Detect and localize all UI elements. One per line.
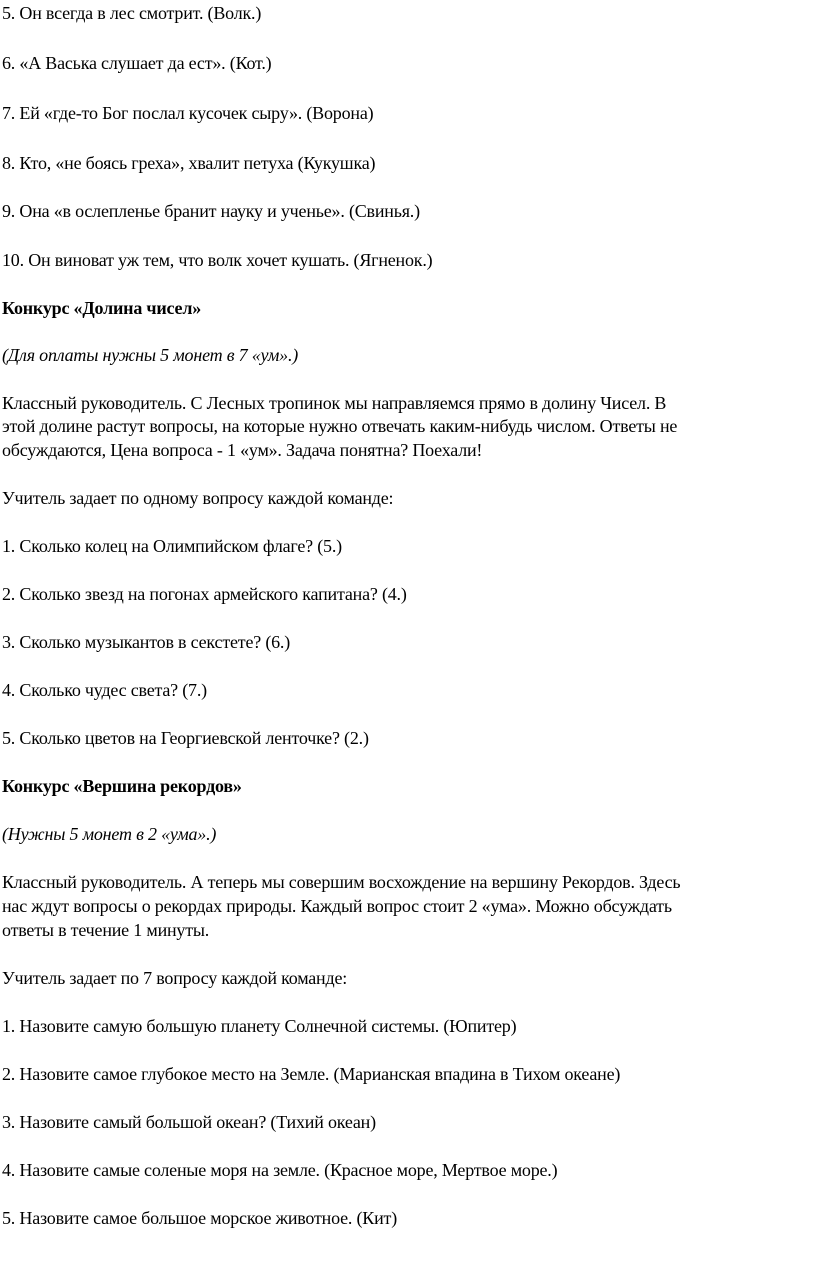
teacher-intro-records-line-3: ответы в течение 1 минуты. xyxy=(2,920,210,940)
teacher-intro-records-line-1: Классный руководитель. А теперь мы совершим восхождение на вершину Рекордов. Здесь xyxy=(2,872,681,892)
teacher-intro-records-line-2: нас ждут вопросы о рекордах природы. Каждый вопрос стоит 2 «ума». Можно обсуждать xyxy=(2,896,672,916)
records-question-5: 5. Назовите самое большое морское животное. (Кит) xyxy=(2,1208,397,1228)
records-question-4: 4. Назовите самые соленые моря на земле. (Красное море, Мертвое море.) xyxy=(2,1160,558,1180)
riddle-8: 8. Кто, «не боясь греха», хвалит петуха (Кукушка) xyxy=(2,153,376,173)
numbers-question-4: 4. Сколько чудес света? (7.) xyxy=(2,680,207,700)
numbers-question-3: 3. Сколько музыкантов в секстете? (6.) xyxy=(2,632,291,652)
teacher-intro-numbers-line-2: этой долине растут вопросы, на которые нужно отвечать каким-нибудь числом. Ответы не xyxy=(2,416,678,436)
numbers-question-5: 5. Сколько цветов на Георгиевской ленточке? (2.) xyxy=(2,728,369,748)
records-question-3: 3. Назовите самый большой океан? (Тихий океан) xyxy=(2,1112,376,1132)
teacher-instruction-records: Учитель задает по 7 вопросу каждой команде: xyxy=(2,968,348,988)
riddle-10: 10. Он виноват уж тем, что волк хочет кушать. (Ягненок.) xyxy=(2,250,433,270)
section-heading-numbers: Конкурс «Долина чисел» xyxy=(2,298,202,318)
teacher-instruction-numbers: Учитель задает по одному вопросу каждой команде: xyxy=(2,488,394,508)
teacher-intro-numbers-line-3: обсуждаются, Цена вопроса - 1 «ум». Задача понятна? Поехали! xyxy=(2,440,483,460)
section-note-records: (Нужны 5 монет в 2 «ума».) xyxy=(2,824,217,844)
riddle-5: 5. Он всегда в лес смотрит. (Волк.) xyxy=(2,3,262,23)
teacher-intro-numbers-line-1: Классный руководитель. С Лесных тропинок мы направляемся прямо в долину Чисел. В xyxy=(2,393,667,413)
numbers-question-1: 1. Сколько колец на Олимпийском флаге? (5.) xyxy=(2,536,342,556)
section-note-numbers: (Для оплаты нужны 5 монет в 7 «ум».) xyxy=(2,345,299,365)
records-question-1: 1. Назовите самую большую планету Солнечной системы. (Юпитер) xyxy=(2,1016,517,1036)
riddle-9: 9. Она «в ослепленье бранит науку и ученье». (Свинья.) xyxy=(2,201,420,221)
section-heading-records: Конкурс «Вершина рекордов» xyxy=(2,776,242,796)
riddle-6: 6. «А Васька слушает да ест». (Кот.) xyxy=(2,53,272,73)
records-question-2: 2. Назовите самое глубокое место на Земле. (Марианская впадина в Тихом океане) xyxy=(2,1064,621,1084)
numbers-question-2: 2. Сколько звезд на погонах армейского капитана? (4.) xyxy=(2,584,407,604)
riddle-7: 7. Ей «где-то Бог послал кусочек сыру». (Ворона) xyxy=(2,103,374,123)
